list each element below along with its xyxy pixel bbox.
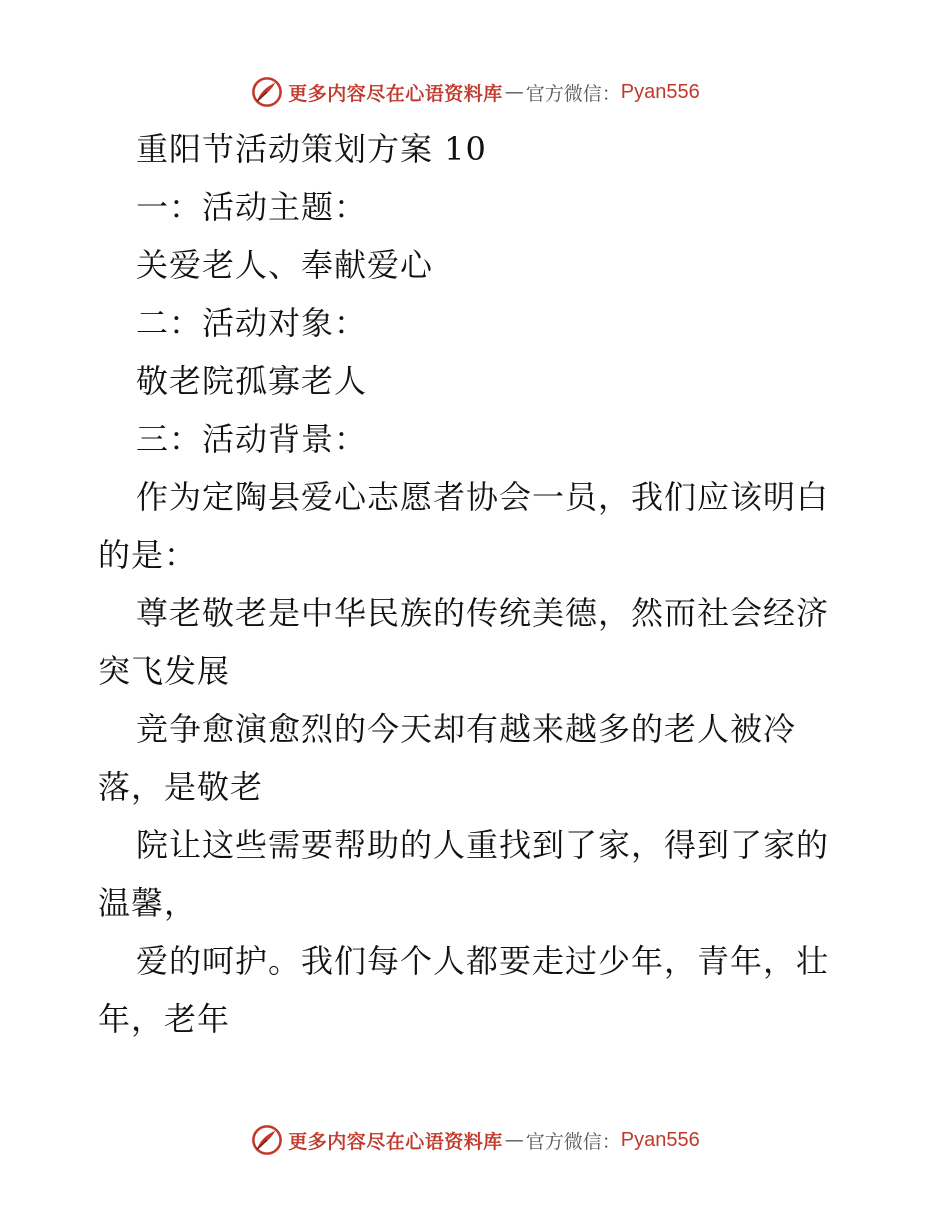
section-heading-background: 三：活动背景：	[136, 420, 368, 458]
paragraph: 作为定陶县爱心志愿者协会一员，我们应该明白的是：	[98, 478, 830, 574]
paragraph: 尊老敬老是中华民族的传统美德，然而社会经济突飞发展	[98, 594, 830, 690]
banner-dash: —	[504, 81, 524, 103]
banner-wechat-id: Pyan556	[620, 80, 700, 103]
paragraph: 竞争愈演愈烈的今天却有越来越多的老人被冷落，是敬老	[98, 710, 797, 806]
feather-logo-icon	[250, 1123, 284, 1157]
banner-main-text: 更多内容尽在心语资料库	[288, 82, 503, 105]
section-heading-theme: 一：活动主题：	[136, 188, 368, 226]
paragraph: 敬老院孤寡老人	[136, 362, 368, 400]
paragraph: 院让这些需要帮助的人重找到了家，得到了家的温馨，	[98, 826, 830, 922]
banner-official-text: 官方微信：	[525, 82, 621, 105]
banner-dash: —	[504, 1129, 524, 1151]
header-banner	[0, 72, 950, 112]
document-title: 重阳节活动策划方案 10	[136, 130, 487, 168]
feather-logo-icon	[250, 75, 284, 109]
section-heading-target: 二：活动对象：	[136, 304, 368, 342]
paragraph: 爱的呵护。我们每个人都要走过少年，青年，壮年，老年	[98, 942, 830, 1038]
paragraph: 关爱老人、奉献爱心	[136, 246, 434, 284]
banner-main-text: 更多内容尽在心语资料库	[288, 1130, 503, 1153]
footer-banner	[0, 1120, 950, 1160]
banner-official-text: 官方微信：	[525, 1130, 621, 1153]
banner-wechat-id: Pyan556	[620, 1128, 700, 1151]
document-body	[98, 120, 858, 1048]
